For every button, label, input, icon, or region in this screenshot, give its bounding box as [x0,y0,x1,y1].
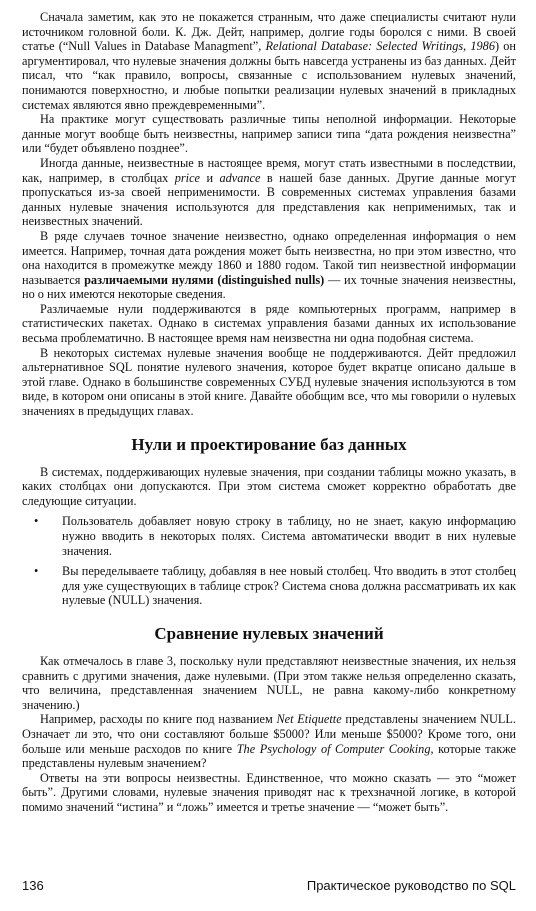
bullet-icon: • [34,514,39,529]
list-item [22,514,516,558]
section-nulls-and-db-design [22,435,516,608]
text-run: Сначала заметим, как это не покажется странным, что даже специалисты считают нули источником головной боли. К. Дж. Дейт, например, долгие годы боролся с ними. В своей статье (“Null Values in Database Managment”, [22,10,516,54]
text-run: Ответы на эти вопросы неизвестны. Единственное, что можно сказать — это “может быть”. Другими словами, нулевые значения приводят нас к трехзначной логике, в которой помимо значений “истина” и “ложь” имеется и третье значение — “может быть”. [22,770,516,814]
text-run: В ряде случаев точное значение неизвестно, однако определенная информация о нем имеется. Например, точная дата рождения может быть неизвестна, но при этом известно, что она находится в промежутке между 1860 и 1880 годом. Такой тип неизвестной информации называется [22,228,516,287]
list-item-text: Пользователь добавляет новую строку в таблицу, но не знает, какую информацию нужно вводить в некоторых полях. Система автоматически вводит в них нулевые значения. [62,514,516,558]
section-heading: Сравнение нулевых значений [154,623,384,643]
text-run: , которые также представлены нулевым значением? [22,741,516,771]
paragraph [22,465,516,509]
bold-term: различаемыми нулями (distinguished nulls) [84,272,325,287]
paragraph [22,771,516,815]
text-run: ) он аргументировал, что нулевые значения должны быть навсегда устранены из баз данных. Дейт писал, что “как правило, вопросы, связанные с использованием нулевых значений, понимаются поверхностно, и любые попытки реализации нулевых значений в прикладных системах являются явно преждевременными”. [22,39,516,112]
italic-text: Relational Database: Selected Writings, 1986 [265,39,495,54]
page-number: 136 [22,878,44,893]
italic-text: price [174,170,201,185]
text-run: Как отмечалось в главе 3, поскольку нули представляют неизвестные значения, их нельзя сравнить с другими значения, даже нулевыми. (При этом также нельзя определенно сказать, что величина, представленная значением NULL, не равна какому-либо конкретному значению.) [22,653,516,712]
text-run: представлены значением NULL. Означает ли это, что они составляют больше $5000? Или меньше $5000? Кроме того, они больше или меньше расходов по книге [22,712,516,756]
text-run: В системах, поддерживающих нулевые значения, при создании таблицы можно указать, в каких столбцах они допускаются. При этом система сможет корректно обработать две следующие ситуации. [22,464,516,508]
page-footer [22,878,516,896]
text-run: и [200,170,220,185]
italic-text: Net Etiquette [276,712,342,727]
paragraph [22,112,516,156]
section-heading: Нули и проектирование баз данных [131,434,407,454]
paragraph [22,302,516,346]
intro-section [22,10,516,419]
list-item-text: Вы переделываете таблицу, добавляя в нее новый столбец. Что вводить в этот столбец для уже существующих в таблице строк? Система снова должна рассматривать их как нулевые (NULL) значения. [62,564,516,608]
paragraph [22,10,516,112]
running-footer-title: Практическое руководство по SQL [306,878,516,893]
paragraph [22,346,516,419]
list-item [22,564,516,608]
paragraph [22,229,516,302]
text-run: На практике могут существовать различные типы неполной информации. Некоторые данные могут вообще быть неизвестны, например записи типа “дата рождения неизвестна” или “будет объявлено позднее”. [22,112,516,156]
paragraph [22,654,516,712]
text-run: В некоторых системах нулевые значения вообще не поддерживаются. Дейт предложил альтернативное SQL понятие нулевого значения, которое будет вкратце описано дальше в этой главе. Однако в большинстве современных СУБД нулевые значения используются в том виде, в котором они описаны в этой книге. Давайте обобщим все, что мы говорили о нулевых значениях в предыдущих главах. [22,345,516,419]
italic-text: The Psychology of Computer Cooking [236,741,431,756]
text-run: — их точные значения неизвестны, но о них имеются некоторые сведения. [22,272,516,302]
page-content [22,10,516,815]
paragraph [22,712,516,770]
section-null-comparison [22,624,516,815]
bullet-icon: • [34,564,39,579]
text-run: Например, расходы по книге под названием [40,712,277,727]
bullet-list [22,514,516,608]
text-run: в нашей базе данных. Другие данные могут пропускаться из-за своей неприменимости. В современных системах управления базами данных нулевые значения используются для представления как неприменимых, так и неизвестных значений. [22,170,516,229]
paragraph [22,156,516,229]
text-run: Различаемые нули поддерживаются в ряде компьютерных программ, например в статистических пакетах. Однако в системах управления базами данных их использование весьма проблематично. В настоящее время нам неизвестна ни одна подобная система. [22,301,516,346]
italic-text: advance [219,170,261,185]
text-run: Иногда данные, неизвестные в настоящее время, могут стать известными в последствии, как, например, в столбцах [22,155,516,185]
